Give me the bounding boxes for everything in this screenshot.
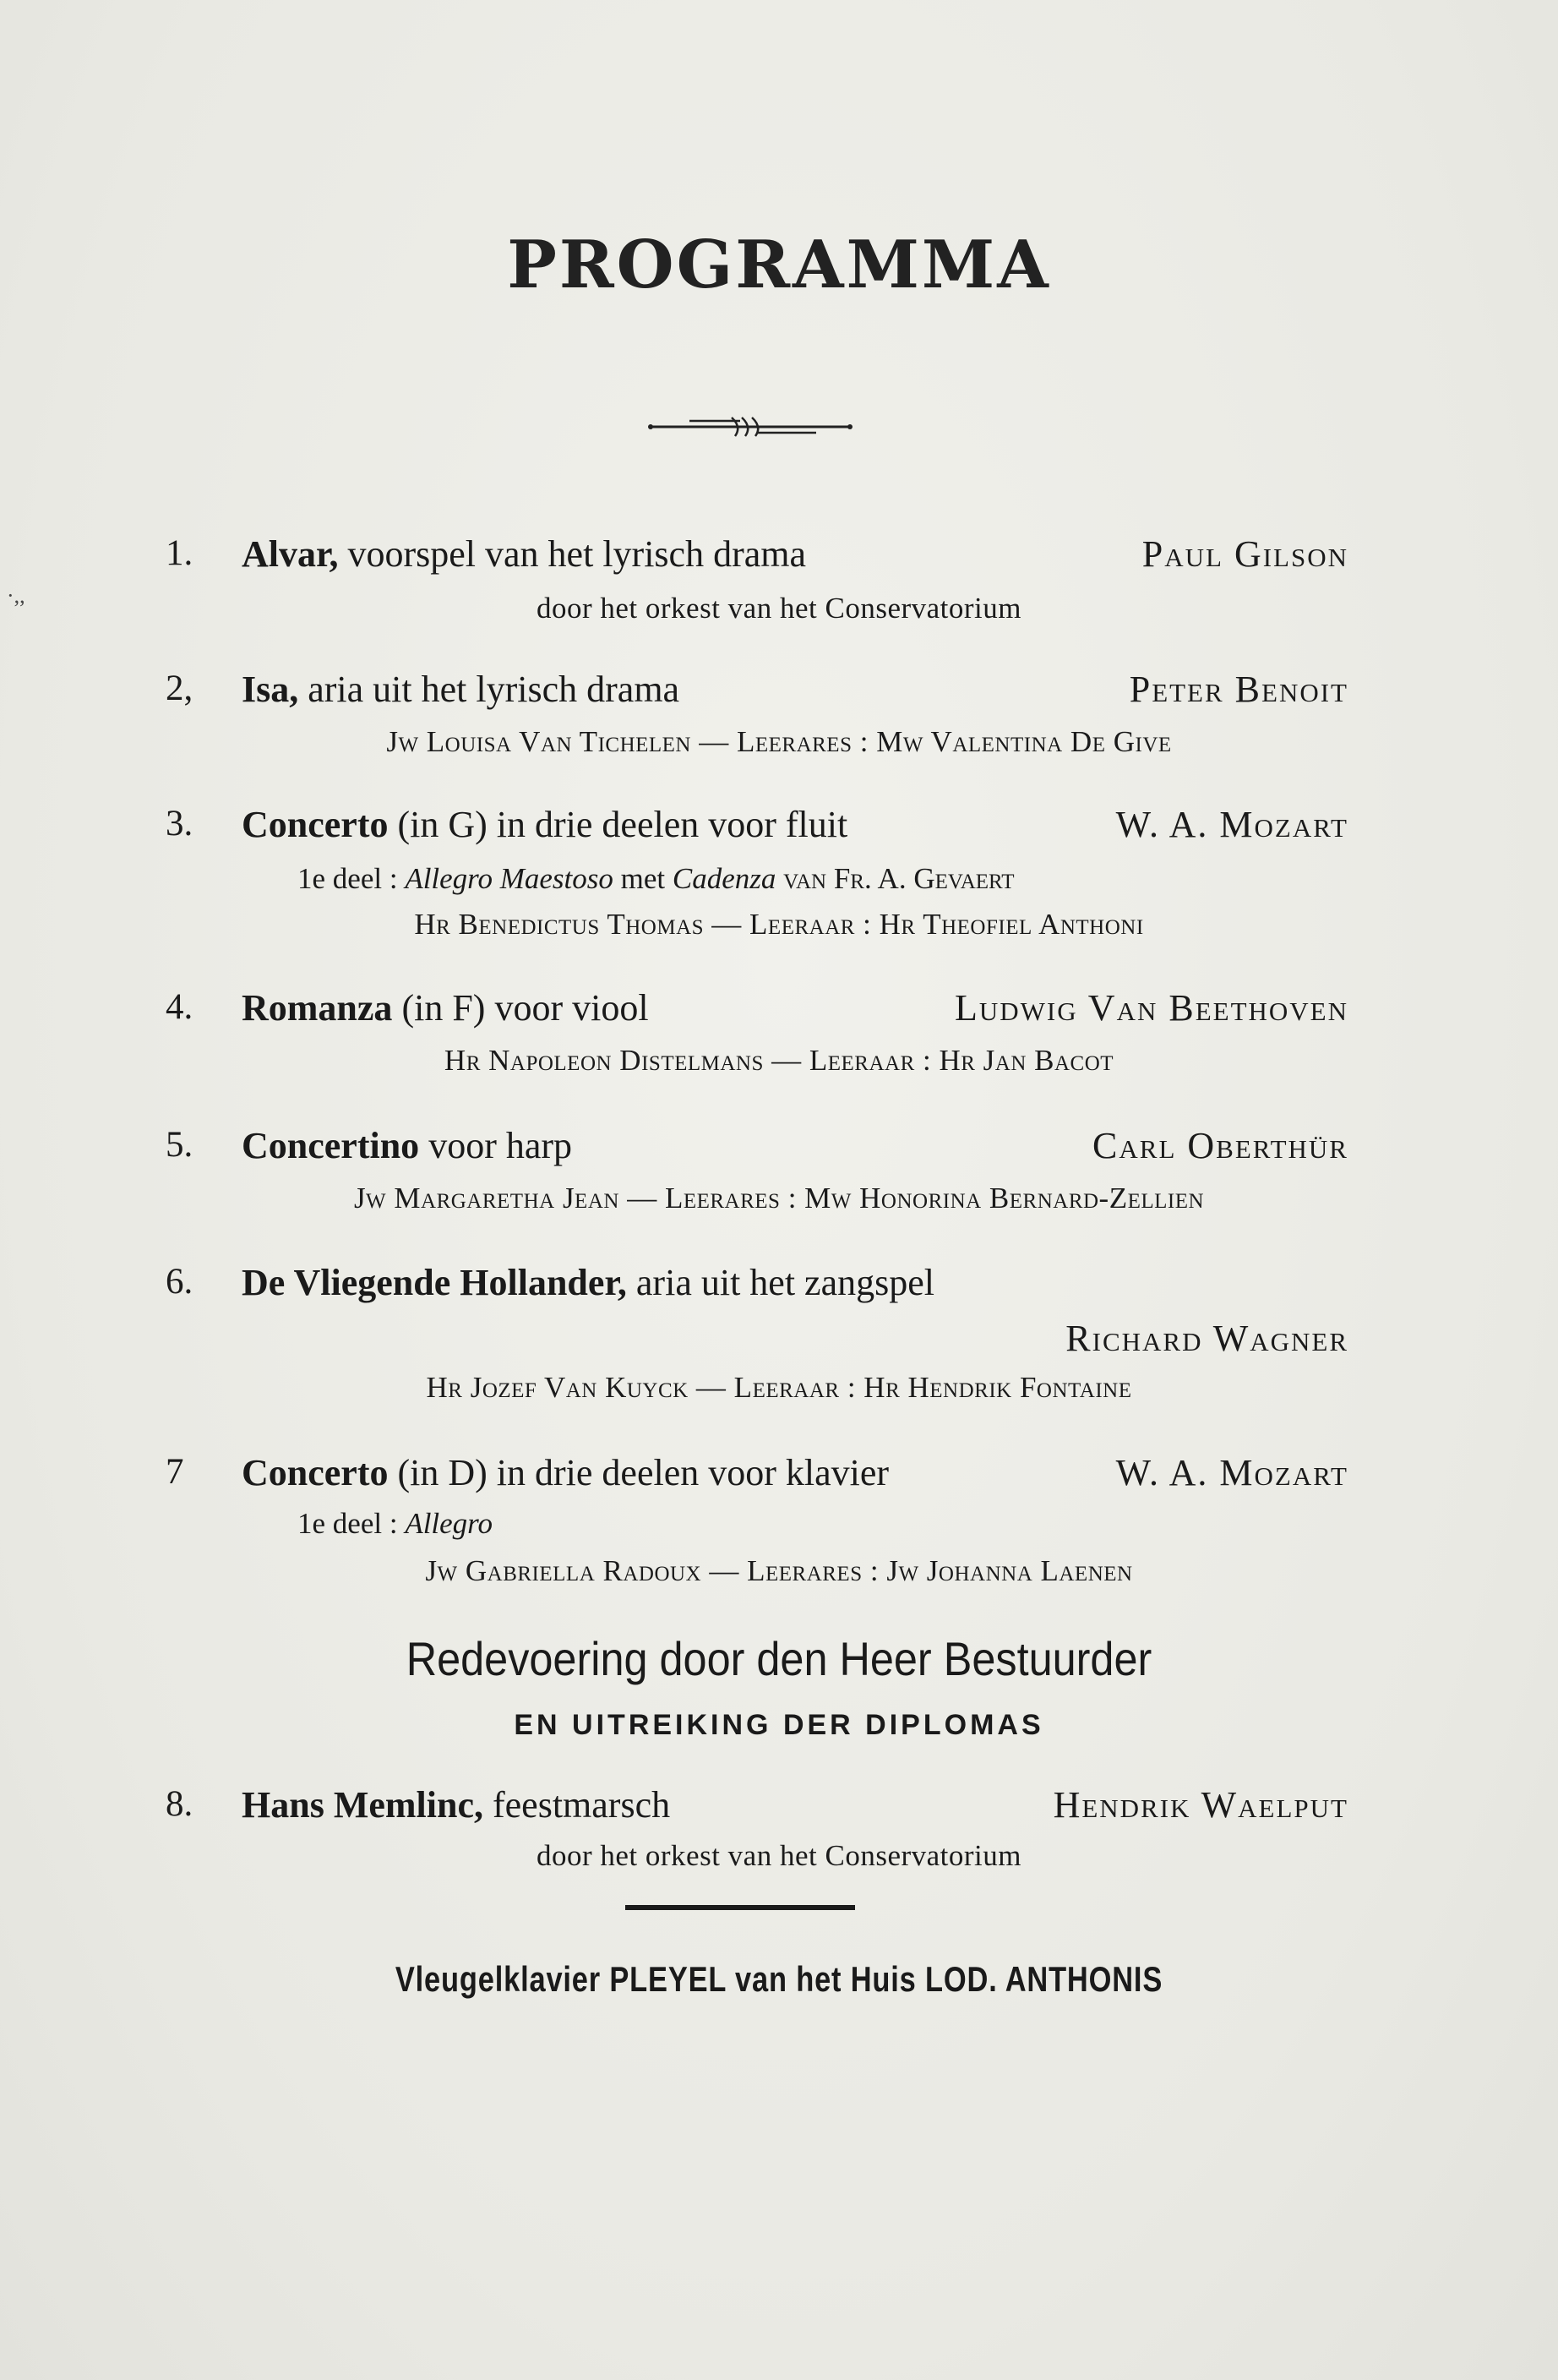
page-title: PROGRAMMA: [507, 227, 1051, 303]
performers: Hr Napoleon Distelmans — Leeraar : Hr Jan Bacot: [444, 1044, 1114, 1077]
composer-name: Peter Benoit: [1129, 669, 1348, 710]
composer-name: Hendrik Waelput: [1053, 1784, 1348, 1826]
item-number: 8.: [166, 1784, 193, 1824]
item-number: 3.: [166, 804, 193, 843]
composer-name: W. A. Mozart: [1115, 804, 1348, 845]
composer-name: Richard Wagner: [1065, 1318, 1348, 1359]
movement-tempo: Allegro Maestoso: [405, 862, 613, 895]
item-title: [242, 1783, 670, 1826]
movement-suffix: van Fr. A. Gevaert: [776, 862, 1015, 895]
work-name: Concertino: [242, 1125, 420, 1166]
divider-rule: [625, 1905, 855, 1910]
composer-name: W. A. Mozart: [1115, 1452, 1348, 1493]
composer-name: Carl Oberthür: [1092, 1125, 1348, 1166]
work-description: (in D) in drie deelen voor klavier: [397, 1452, 890, 1493]
work-description: feestmarsch: [492, 1784, 671, 1826]
item-title: [242, 532, 806, 576]
item-number: 7: [166, 1452, 184, 1492]
item-number: 1.: [166, 533, 193, 573]
item-number: 6.: [166, 1262, 193, 1302]
performers: Hr Jozef Van Kuyck — Leeraar : Hr Hendrik Fontaine: [426, 1371, 1132, 1404]
performers: Jw Margaretha Jean — Leerares : Mw Honorina Bernard-Zellien: [353, 1182, 1205, 1215]
composer-name: Ludwig Van Beethoven: [954, 987, 1348, 1029]
item-number: 4.: [166, 987, 193, 1027]
margin-speck: ·,,: [7, 583, 25, 608]
work-description: aria uit het lyrisch drama: [308, 669, 680, 710]
work-name: De Vliegende Hollander,: [242, 1262, 627, 1303]
work-name: Concerto: [242, 1452, 389, 1493]
item-title: [242, 1451, 889, 1494]
item-title: [242, 1124, 572, 1167]
speech-heading: Redevoering door den Heer Bestuurder: [406, 1632, 1152, 1685]
work-description: voorspel van het lyrisch drama: [347, 533, 807, 575]
movement-cadenza: Cadenza: [672, 862, 776, 895]
composer-name: Paul Gilson: [1141, 533, 1348, 575]
movement-line: [297, 1507, 493, 1541]
performers: Hr Benedictus Thomas — Leeraar : Hr Theofiel Anthoni: [414, 908, 1144, 941]
work-name: Alvar,: [242, 533, 339, 575]
work-description: voor harp: [428, 1125, 573, 1166]
footer-credit: Vleugelklavier PLEYEL van het Huis LOD. ANTHONIS: [395, 1959, 1163, 1999]
item-title: [242, 668, 679, 711]
ornament-flourish: [647, 412, 853, 441]
movement-prefix: 1e deel :: [297, 862, 406, 895]
speech-subheading: EN UITREIKING DER DIPLOMAS: [514, 1709, 1044, 1741]
movement-tempo: Allegro: [405, 1507, 493, 1540]
work-name: Hans Memlinc,: [242, 1784, 483, 1826]
performers: Jw Louisa Van Tichelen — Leerares : Mw Valentina De Give: [386, 725, 1172, 758]
work-description: (in F) voor viool: [401, 987, 649, 1029]
work-name: Romanza: [242, 987, 393, 1029]
item-title: [242, 1261, 934, 1304]
work-name: Isa,: [242, 669, 299, 710]
performers: Jw Gabriella Radoux — Leerares : Jw Johanna Laenen: [425, 1554, 1133, 1587]
performers: door het orkest van het Conservatorium: [536, 592, 1021, 625]
movement-line: [297, 862, 1014, 896]
item-title: [242, 803, 847, 846]
movement-prefix: 1e deel :: [297, 1507, 406, 1540]
item-number: 5.: [166, 1125, 193, 1165]
item-title: [242, 986, 649, 1029]
item-number: 2,: [166, 669, 193, 708]
movement-mid: met: [613, 862, 673, 895]
work-name: Concerto: [242, 804, 389, 845]
work-description: (in G) in drie deelen voor fluit: [397, 804, 848, 845]
work-description: aria uit het zangspel: [635, 1262, 934, 1303]
performers: door het orkest van het Conservatorium: [536, 1839, 1021, 1872]
